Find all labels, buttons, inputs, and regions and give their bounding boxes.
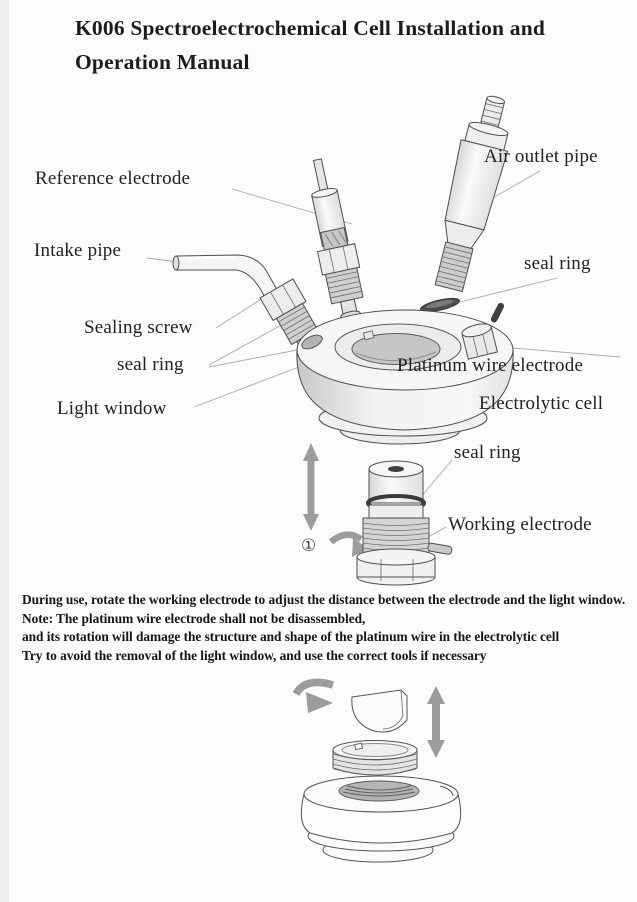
electrolytic-cell-part (297, 310, 513, 444)
label-sealing-screw: Sealing screw (84, 317, 193, 338)
working-electrode-part (357, 461, 452, 585)
label-working-electrode: Working electrode (448, 514, 592, 535)
rotate-arrow-bottom (296, 682, 333, 713)
air-outlet-pipe-part (425, 91, 519, 294)
note-line: During use, rotate the working electrode to adjust the distance between the electrode and the light window. (22, 592, 626, 607)
label-reference-electrode: Reference electrode (35, 168, 191, 189)
intake-pipe-part (173, 255, 280, 302)
platinum-wire-rod (490, 302, 505, 324)
note-line: Note: The platinum wire electrode shall not be disassembled, (22, 610, 366, 626)
cell-body-bottom (301, 776, 460, 862)
label-electrolytic-cell: Electrolytic cell (479, 393, 604, 414)
label-seal-ring-left: seal ring (117, 354, 184, 375)
note-line: Try to avoid the removal of the light window, and use the correct tools if necessary (22, 647, 487, 663)
label-seal-ring-right: seal ring (524, 253, 591, 274)
note-line: and its rotation will damage the structure and shape of the platinum wire in the electrolytic cell (22, 629, 560, 645)
label-light-window: Light window (57, 398, 167, 419)
usage-notes (22, 591, 630, 665)
page-title: K006 Spectroelectrochemical Cell Installation and Operation Manual (75, 16, 546, 74)
up-down-arrow (303, 443, 319, 531)
light-window-part (352, 690, 407, 732)
step-1-marker: ① (301, 536, 317, 555)
label-seal-ring-center: seal ring (454, 442, 521, 463)
label-intake-pipe: Intake pipe (34, 240, 122, 261)
up-down-arrow-bottom (427, 686, 445, 758)
threaded-ring-part (333, 741, 417, 776)
label-platinum-wire-electrode: Platinum wire electrode (397, 355, 584, 376)
reference-electrode-part (299, 156, 371, 328)
label-air-outlet-pipe: Air outlet pipe (484, 146, 598, 167)
